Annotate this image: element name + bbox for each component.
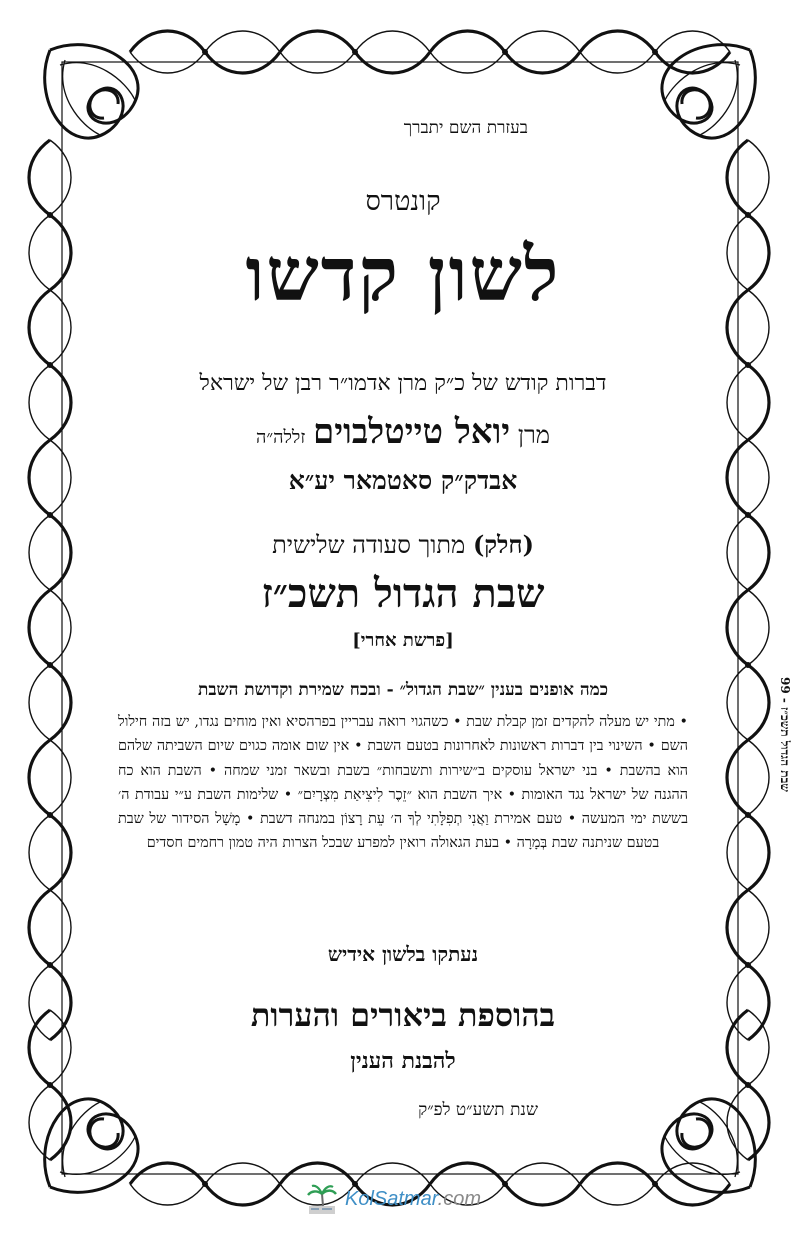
title-page <box>118 100 688 1170</box>
rebbe-name: יואל טייטלבוים <box>313 412 511 452</box>
side-note-text: שבת הגדול תשכ״ז - 99 <box>778 677 792 792</box>
palm-tree-icon <box>305 1182 339 1216</box>
kuntres-label: קונטרס <box>365 186 441 217</box>
book-title: לשון קדשו <box>245 232 561 318</box>
topics-heading: כמה אופנים בענין ״שבת הגדול״ - ובכח שמירת וקדושת השבת <box>197 680 609 700</box>
publication-year: שנת תשע״ט לפ״ק <box>418 1100 538 1120</box>
shabbos-title: שבת הגדול תשכ״ז <box>261 570 545 617</box>
logo-domain: .com <box>437 1187 481 1210</box>
logo-name: KolSatmar <box>345 1187 438 1210</box>
understanding-note: להבנת הענין <box>350 1048 456 1074</box>
maran-label: מרן <box>517 421 551 449</box>
site-logo[interactable] <box>305 1180 481 1218</box>
author-intro: דברות קודש של כ״ק מרן אדמו״ר רבן של ישראל <box>199 371 607 396</box>
side-page-note <box>770 677 800 805</box>
parsha-label: [פרשת אחרי] <box>352 630 454 651</box>
logo-text <box>345 1188 481 1211</box>
border-right <box>727 140 769 1160</box>
rebbe-name-line <box>118 412 688 452</box>
rebbe-title: אבדק״ק סאטמאר יע״א <box>288 466 518 495</box>
border-top <box>130 31 730 73</box>
section-source: מתוך סעודה שלישית <box>272 531 466 559</box>
addition-note: בהוספת ביאורים והערות <box>250 996 556 1034</box>
rebbe-honorific: זללה״ה <box>255 427 306 448</box>
topics-list: • מתי יש מעלה להקדים זמן קבלת שבת • כשהגוי רואה עבריין בפרהסיא ואין מוחים נגדו, יש בזה חילול השם • השינוי בין דברות ראשונות לאחרונות בטעם השבת • אין שום אומה כגוים שיום השביתה שלהם הוא בהשבת • בני ישראל עוסקים ב״שירות ותשבחות״ בשבת ובשאר זמני שמחה • השבת הוא כח ההגנה של ישראל נגד האומות • איך השבת הוא ״זֵכֶר לִיצִיאַת מִצְרָיִם״ • שלימות השבת ע״י עבודת ה׳ בששת ימי המעשה • טעם אמירת וַאֲנִי תְפִלָּתִי לְךָ ה׳ עֵת רָצוֹן במנחה דשבת • מָשָׁל הסידור של שבת בטעם שניתנה שבת בְּמָרָה • בעת הגאולה רואין למפרע שבכל הצרות היה טמון רחמים חסדים <box>118 714 688 852</box>
border-left <box>29 140 71 1160</box>
part-label: (חלק) <box>472 530 534 559</box>
blessing-header: בעזרת השם יתברך <box>403 118 528 138</box>
section-line <box>118 530 688 560</box>
translation-note: נעתקו בלשון אידיש <box>327 942 479 966</box>
